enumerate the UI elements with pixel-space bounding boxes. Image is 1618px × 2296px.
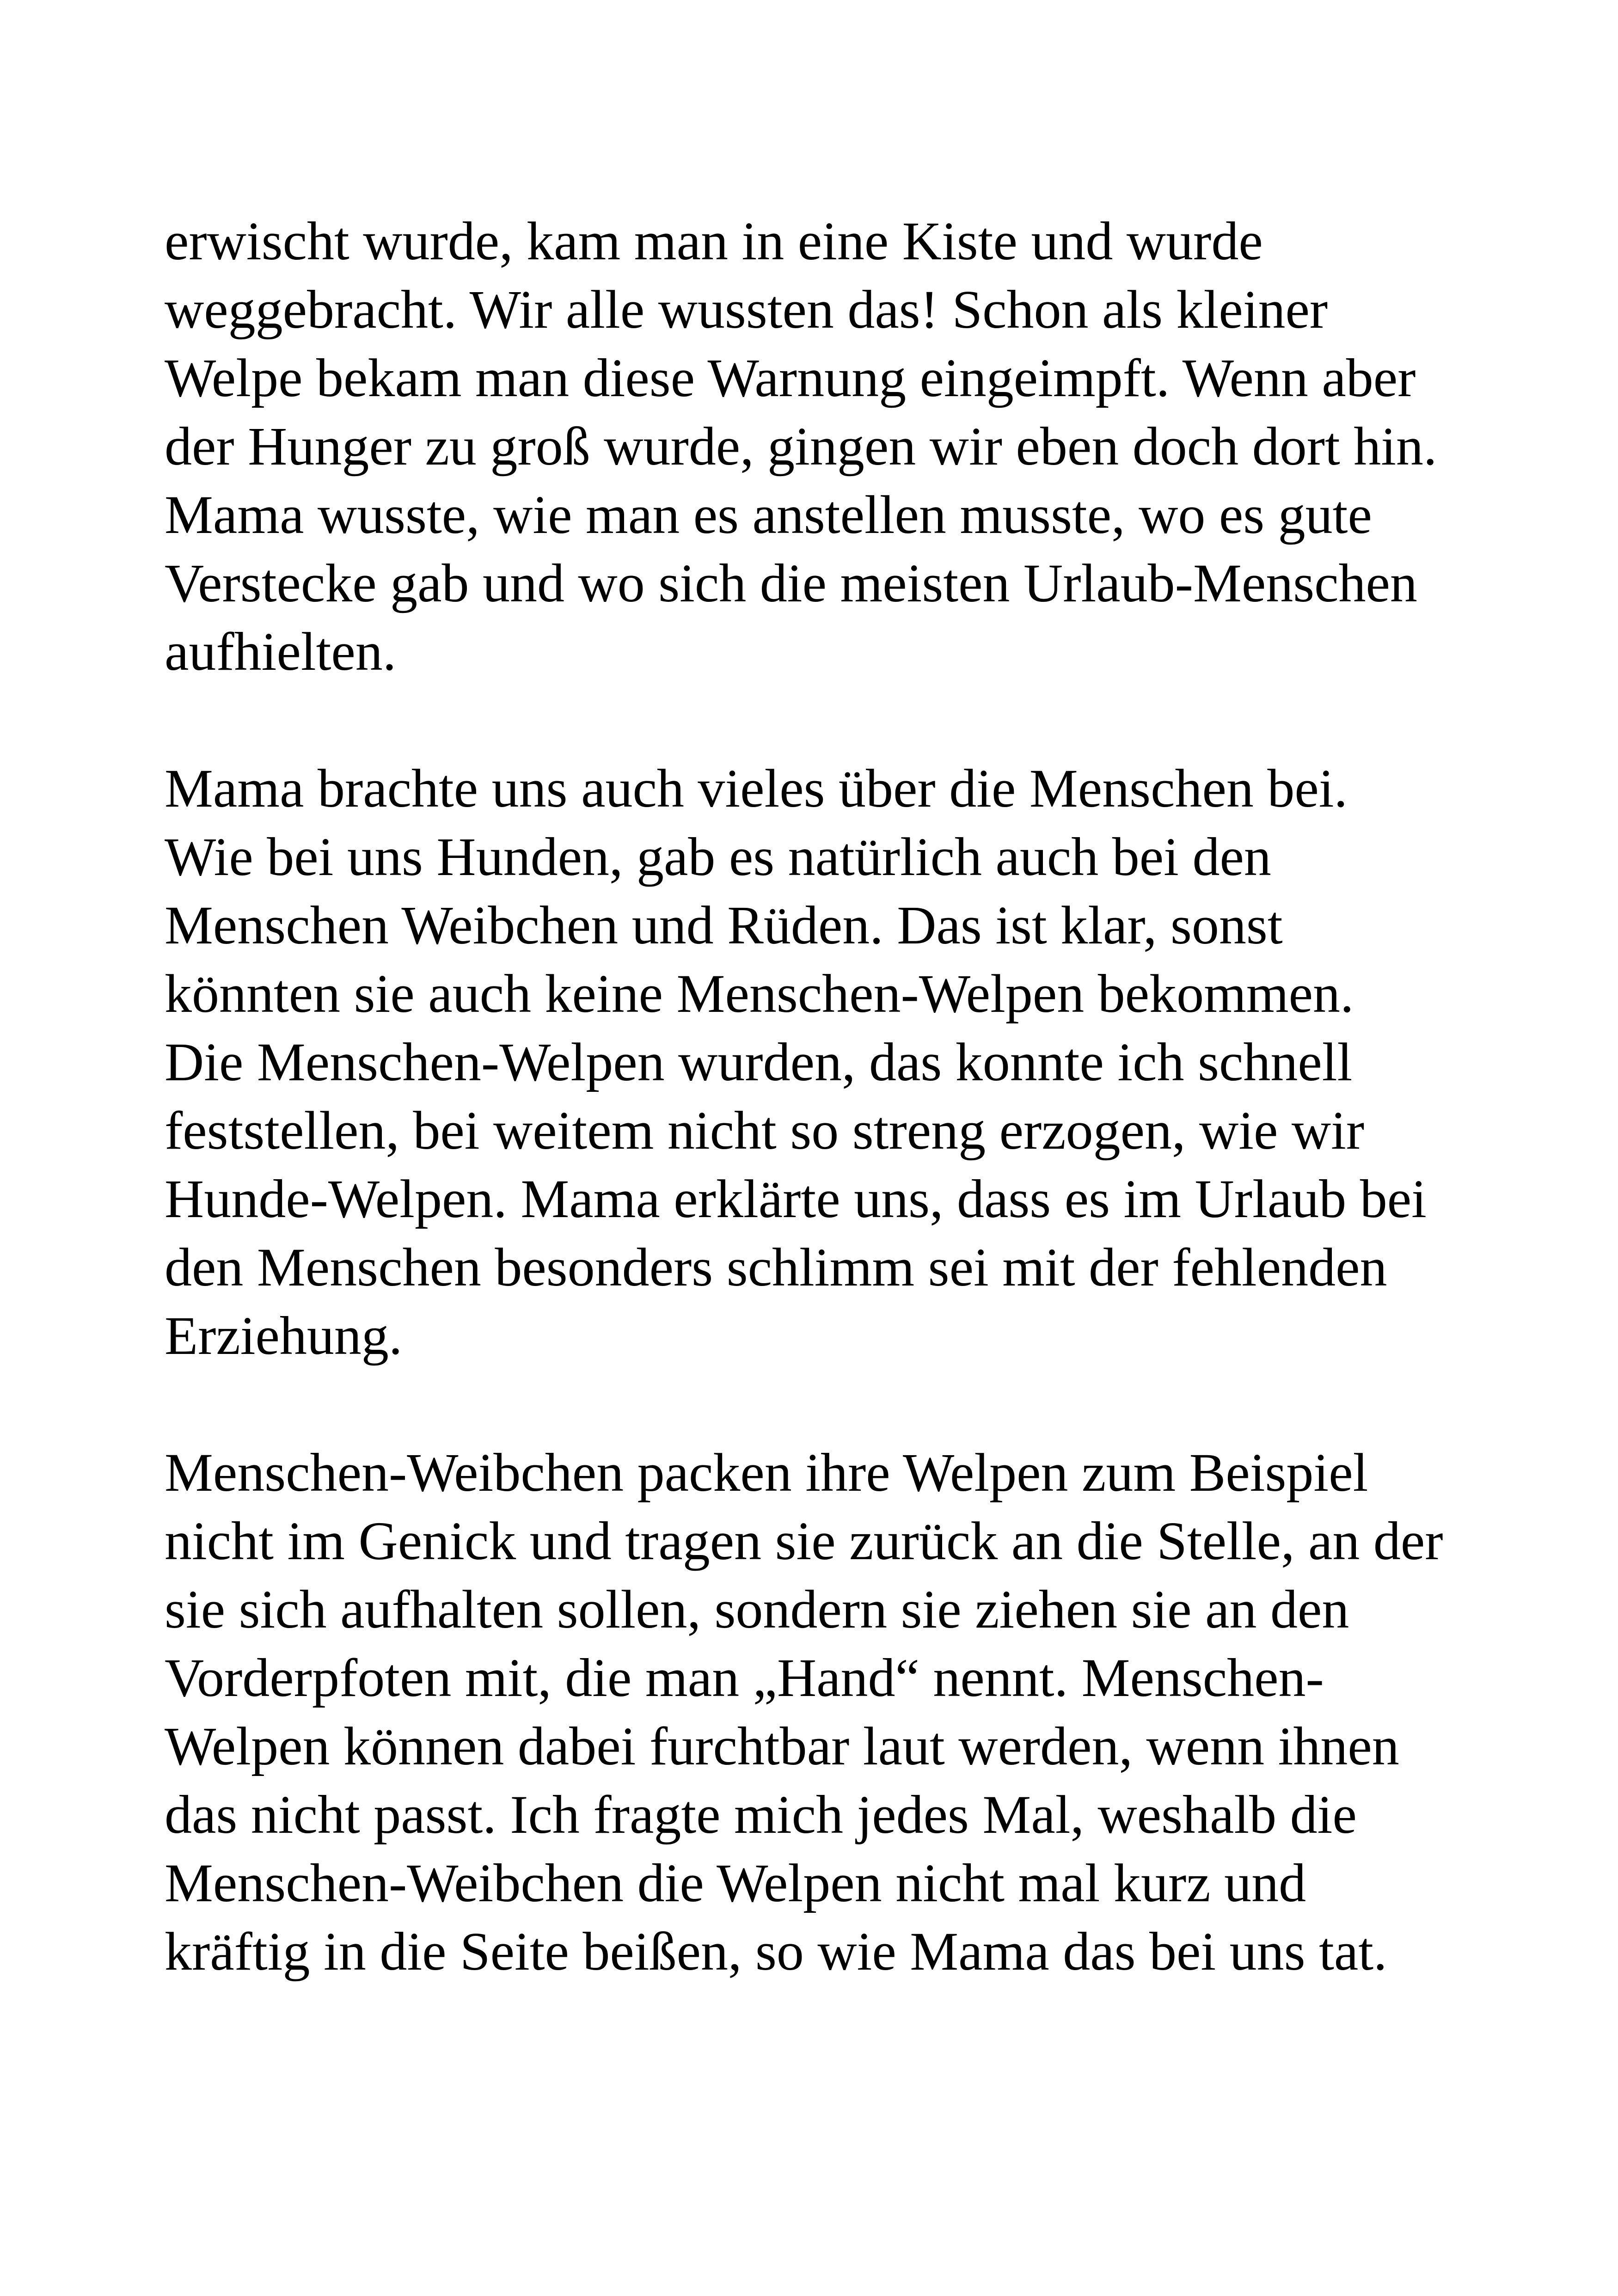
- text-line: sie sich aufhalten sollen, sondern sie ziehen sie an den: [165, 1579, 1349, 1640]
- text-line: aufhielten.: [165, 621, 397, 682]
- paragraph-2: [165, 754, 1459, 1370]
- text-line: Verstecke gab und wo sich die meisten Urlaub-Menschen: [165, 553, 1417, 613]
- text-line: weggebracht. Wir alle wussten das! Schon als kleiner: [165, 279, 1328, 340]
- text-line: Erziehung.: [165, 1305, 403, 1366]
- text-line: Mama wusste, wie man es anstellen musste, wo es gute: [165, 484, 1372, 545]
- text-line: Welpen können dabei furchtbar laut werden, wenn ihnen: [165, 1716, 1399, 1776]
- text-line: kräftig in die Seite beißen, so wie Mama das bei uns tat.: [165, 1921, 1387, 1982]
- text-line: Hunde-Welpen. Mama erklärte uns, dass es im Urlaub bei: [165, 1169, 1427, 1229]
- text-line: könnten sie auch keine Menschen-Welpen bekommen.: [165, 963, 1354, 1024]
- text-line: Menschen-Weibchen packen ihre Welpen zum Beispiel: [165, 1442, 1368, 1503]
- text-line: Menschen-Weibchen die Welpen nicht mal kurz und: [165, 1853, 1306, 1913]
- text-line: Welpe bekam man diese Warnung eingeimpft. Wenn aber: [165, 348, 1416, 408]
- text-line: feststellen, bei weitem nicht so streng erzogen, wie wir: [165, 1100, 1365, 1161]
- paragraph-1: [165, 207, 1459, 686]
- text-line: Mama brachte uns auch vieles über die Menschen bei.: [165, 758, 1348, 819]
- text-line: das nicht passt. Ich fragte mich jedes Mal, weshalb die: [165, 1784, 1357, 1845]
- text-line: Menschen Weibchen und Rüden. Das ist klar, sonst: [165, 895, 1283, 955]
- text-line: erwischt wurde, kam man in eine Kiste und wurde: [165, 211, 1263, 271]
- text-line: den Menschen besonders schlimm sei mit der fehlenden: [165, 1237, 1387, 1298]
- text-line: der Hunger zu groß wurde, gingen wir eben doch dort hin.: [165, 416, 1437, 477]
- text-line: Vorderpfoten mit, die man „Hand“ nennt. Menschen-: [165, 1647, 1324, 1708]
- text-line: Wie bei uns Hunden, gab es natürlich auch bei den: [165, 827, 1271, 887]
- text-line: nicht im Genick und tragen sie zurück an die Stelle, an der: [165, 1511, 1443, 1571]
- body-text: [165, 207, 1459, 2054]
- paragraph-3: [165, 1439, 1459, 1986]
- text-line: Die Menschen-Welpen wurden, das konnte ich schnell: [165, 1032, 1353, 1092]
